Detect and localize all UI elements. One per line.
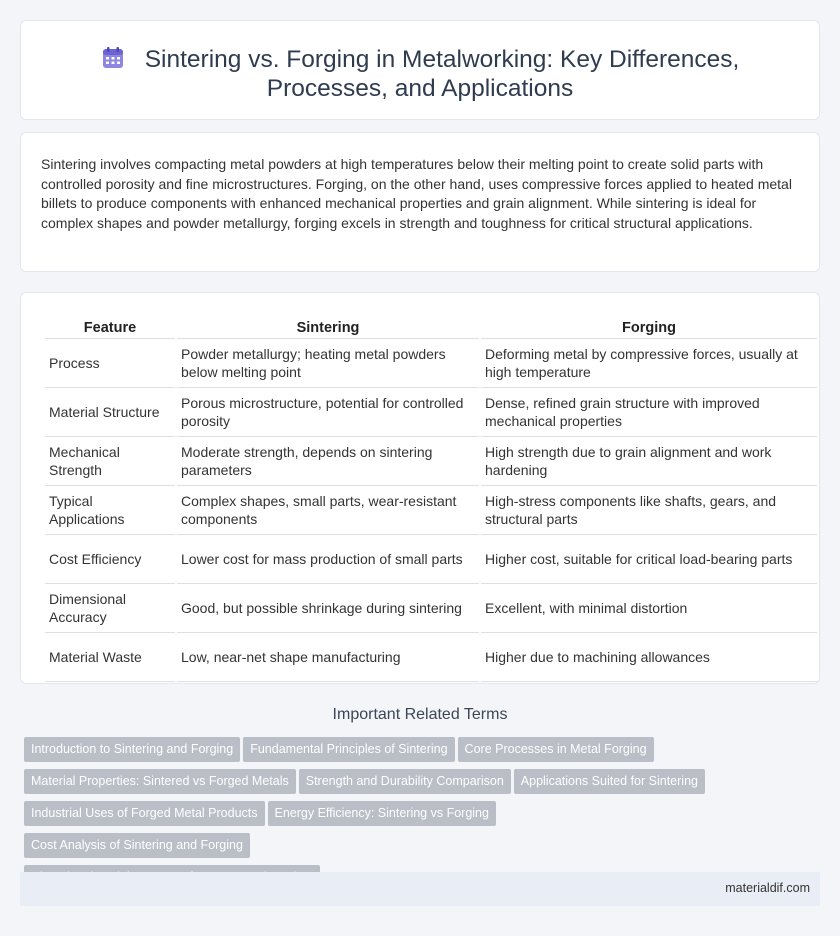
forging-cell: High strength due to grain alignment and work hardening xyxy=(481,437,817,486)
comparison-card xyxy=(20,292,820,684)
feature-cell: Process xyxy=(45,339,175,388)
forging-cell: Deforming metal by compressive forces, usually at high temperature xyxy=(481,339,817,388)
forging-cell: High-stress components like shafts, gears, and structural parts xyxy=(481,486,817,535)
feature-cell: Material Waste xyxy=(45,633,175,682)
related-term-tag[interactable]: Strength and Durability Comparison xyxy=(299,769,511,794)
header-feature: Feature xyxy=(45,317,175,339)
table-header-row xyxy=(45,317,817,339)
related-term-tag[interactable]: Cost Analysis of Sintering and Forging xyxy=(24,833,250,858)
related-term-tag[interactable]: Fundamental Principles of Sintering xyxy=(243,737,454,762)
header-sintering: Sintering xyxy=(177,317,479,339)
sintering-cell: Complex shapes, small parts, wear-resistant components xyxy=(177,486,479,535)
feature-cell: Material Structure xyxy=(45,388,175,437)
feature-cell: Typical Applications xyxy=(45,486,175,535)
table-row xyxy=(45,584,817,633)
footer xyxy=(20,872,820,906)
table-row xyxy=(45,633,817,682)
related-terms-heading: Important Related Terms xyxy=(332,706,508,723)
related-term-tag[interactable]: Introduction to Sintering and Forging xyxy=(24,737,240,762)
header xyxy=(41,45,799,103)
related-term-tag[interactable]: Applications Suited for Sintering xyxy=(514,769,705,794)
header-card xyxy=(20,20,820,120)
feature-cell: Mechanical Strength xyxy=(45,437,175,486)
related-term-tag[interactable]: Core Processes in Metal Forging xyxy=(458,737,654,762)
page-title-text: Sintering vs. Forging in Metalworking: Key Differences, Processes, and Applications xyxy=(144,46,740,102)
table-row xyxy=(45,388,817,437)
forging-cell: Higher cost, suitable for critical load-bearing parts xyxy=(481,535,817,584)
forging-cell: Excellent, with minimal distortion xyxy=(481,584,817,633)
related-term-tag[interactable]: Material Properties: Sintered vs Forged Metals xyxy=(24,769,296,794)
footer-site-link[interactable]: materialdif.com xyxy=(725,881,810,895)
forging-cell: Dense, refined grain structure with improved mechanical properties xyxy=(481,388,817,437)
related-term-tag[interactable]: Energy Efficiency: Sintering vs Forging xyxy=(268,801,496,826)
sintering-cell: Lower cost for mass production of small parts xyxy=(177,535,479,584)
table-row xyxy=(45,339,817,388)
page-title xyxy=(41,45,799,103)
table-row xyxy=(45,437,817,486)
intro-paragraph: Sintering involves compacting metal powders at high temperatures below their melting point to create solid parts with controlled porosity and fine microstructures. Forging, on the other hand, uses compressive forces applied to heated metal billets to produce components with enhanced mechanical properties and grain alignment. While sintering is ideal for complex shapes and powder metallurgy, forging excels in strength and toughness for critical structural applications. xyxy=(41,156,792,231)
sintering-cell: Moderate strength, depends on sintering parameters xyxy=(177,437,479,486)
sintering-cell: Low, near-net shape manufacturing xyxy=(177,633,479,682)
comparison-table xyxy=(43,317,819,682)
table-row xyxy=(45,535,817,584)
feature-cell: Cost Efficiency xyxy=(45,535,175,584)
sintering-cell: Powder metallurgy; heating metal powders below melting point xyxy=(177,339,479,388)
calendar-icon xyxy=(101,46,125,70)
sintering-cell: Porous microstructure, potential for controlled porosity xyxy=(177,388,479,437)
feature-cell: Dimensional Accuracy xyxy=(45,584,175,633)
header-forging: Forging xyxy=(481,317,817,339)
intro-card xyxy=(20,132,820,272)
forging-cell: Higher due to machining allowances xyxy=(481,633,817,682)
table-row xyxy=(45,486,817,535)
sintering-cell: Good, but possible shrinkage during sintering xyxy=(177,584,479,633)
related-term-tag[interactable]: Industrial Uses of Forged Metal Products xyxy=(24,801,265,826)
